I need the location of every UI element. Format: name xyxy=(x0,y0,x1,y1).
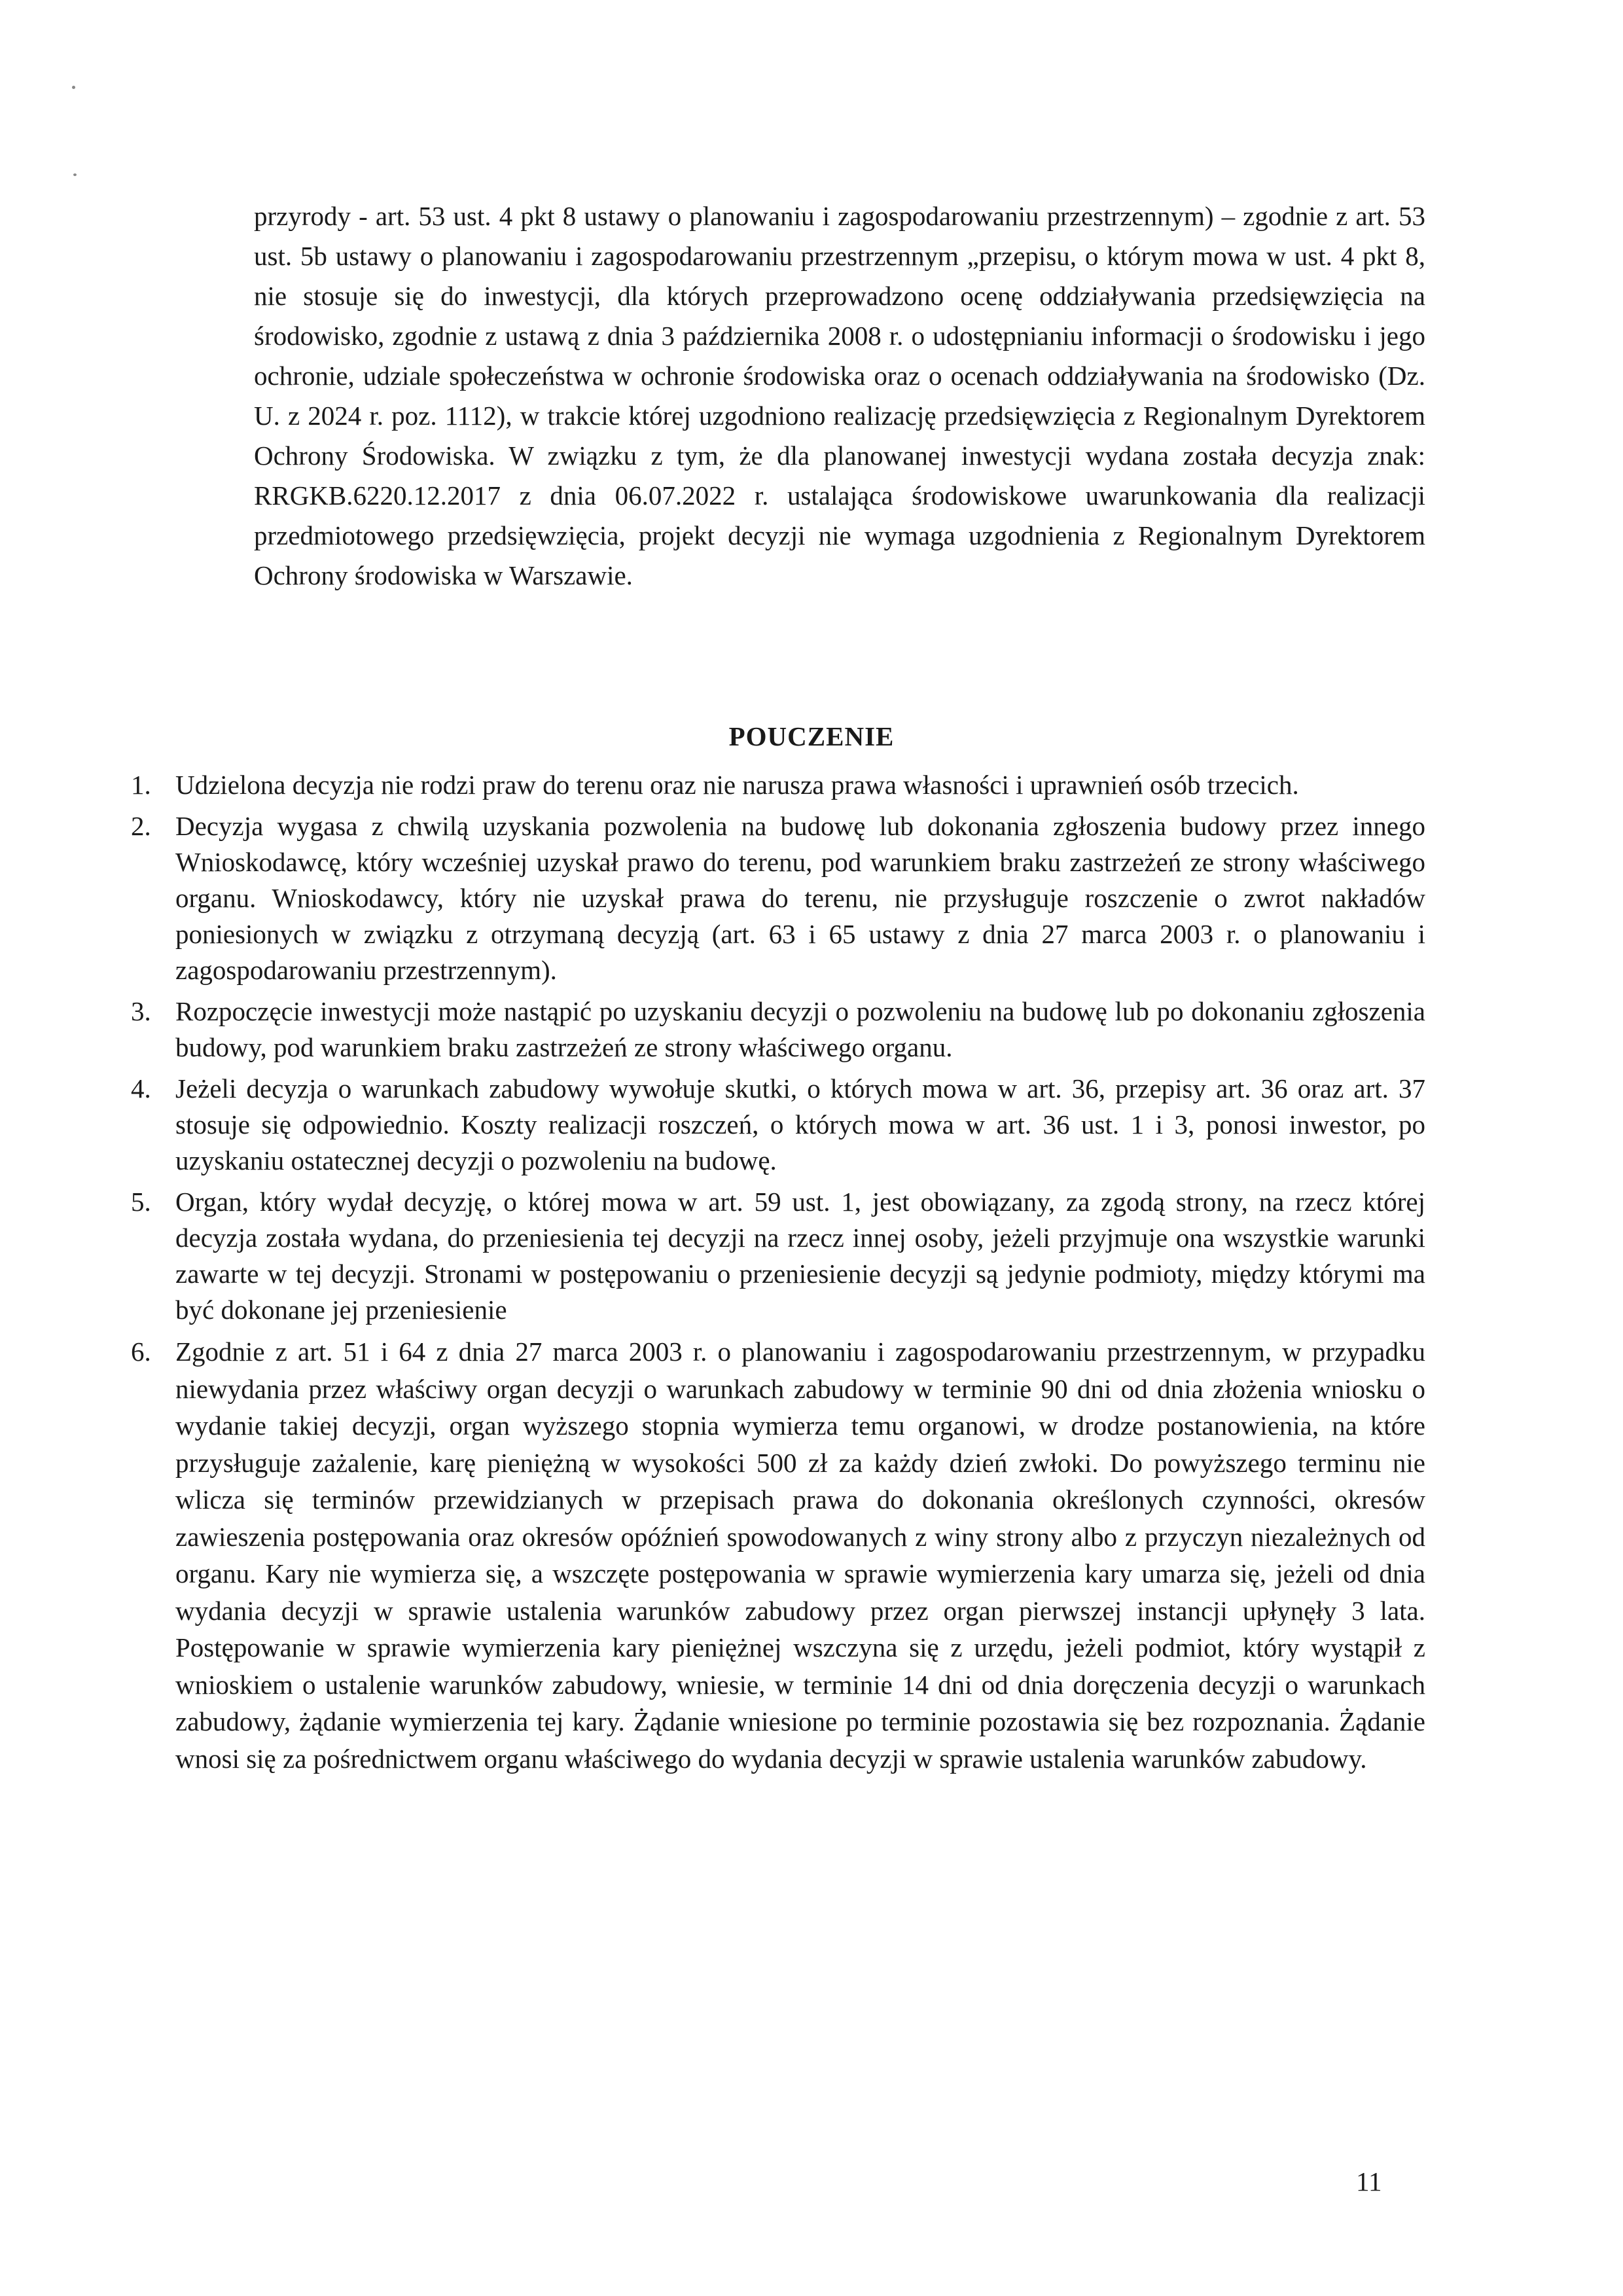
section-heading-pouczenie: POUCZENIE xyxy=(728,721,895,751)
list-item xyxy=(131,808,1425,988)
list-item-number: 6. xyxy=(131,1336,151,1367)
intro-paragraph: przyrody - art. 53 ust. 4 pkt 8 ustawy o planowaniu i zagospodarowaniu przestrzennym) – zgodnie z art. 53 ust. 5b ustawy o planowaniu i zagospodarowaniu przestrzennym „przepisu, o którym mowa w ust. 4 pkt 8, nie stosuje się do inwestycji, dla których przeprowadzono ocenę oddziaływania przedsięwzięcia na środowisko, zgodnie z ustawą z dnia 3 października 2008 r. o udostępnianiu informacji o środowisku i jego ochronie, udziale społeczeństwa w ochronie środowiska oraz o ocenach oddziaływania na środowisko (Dz. U. z 2024 r. poz. 1112), w trakcie której uzgodniono realizację przedsięwzięcia z Regionalnym Dyrektorem Ochrony Środowiska. W związku z tym, że dla planowanej inwestycji wydana została decyzja znak: RRGKB.6220.12.2017 z dnia 06.07.2022 r. ustalająca środowiskowe uwarunkowania dla realizacji przedmiotowego przedsięwzięcia, projekt decyzji nie wymaga uzgodnienia z Regionalnym Dyrektorem Ochrony środowiska w Warszawie. xyxy=(254,201,1425,590)
list-item-text: Udzielona decyzja nie rodzi praw do terenu oraz nie narusza prawa własności i uprawnień osób trzecich. xyxy=(175,770,1299,800)
list-item-number: 3. xyxy=(131,996,151,1026)
notice-list xyxy=(131,767,1425,1782)
list-item-number: 5. xyxy=(131,1187,151,1217)
list-item xyxy=(131,1071,1425,1179)
list-item xyxy=(131,994,1425,1066)
page-number: 11 xyxy=(1356,2166,1382,2197)
list-item xyxy=(131,1333,1425,1777)
list-item-text: Organ, który wydał decyzję, o której mowa w art. 59 ust. 1, jest obowiązany, za zgodą strony, na rzecz której decyzja została wydana, do przeniesienia tej decyzji na rzecz innej osoby, jeżeli przyjmuje ona wszystkie warunki zawarte w tej decyzji. Stronami w postępowaniu o przeniesienie decyzji są jedynie podmioty, między którymi ma być dokonane jej przeniesienie xyxy=(175,1187,1425,1325)
list-item-text: Rozpoczęcie inwestycji może nastąpić po uzyskaniu decyzji o pozwoleniu na budowę lub po dokonaniu zgłoszenia budowy, pod warunkiem braku zastrzeżeń ze strony właściwego organu. xyxy=(175,996,1425,1062)
list-item xyxy=(131,767,1425,803)
list-item-number: 1. xyxy=(131,770,151,800)
list-item-number: 4. xyxy=(131,1073,151,1103)
list-item-number: 2. xyxy=(131,811,151,841)
list-item-text: Zgodnie z art. 51 i 64 z dnia 27 marca 2003 r. o planowaniu i zagospodarowaniu przestrzennym, w przypadku niewydania przez właściwy organ decyzji o warunkach zabudowy w terminie 90 dni od dnia złożenia wniosku o wydanie takiej decyzji, organ wyższego stopnia wymierza temu organowi, w drodze postanowienia, na które przysługuje zażalenie, karę pieniężną w wysokości 500 zł za każdy dzień zwłoki. Do powyższego terminu nie wlicza się terminów przewidzianych w przepisach prawa do dokonania określonych czynności, okresów zawieszenia postępowania oraz okresów opóźnień spowodowanych z winy strony albo z przyczyn niezależnych od organu. Kary nie wymierza się, a wszczęte postępowania w sprawie wymierzenia kary umarza się, jeżeli od dnia wydania decyzji w sprawie ustalenia warunków zabudowy przez organ pierwszej instancji upłynęły 3 lata. Postępowanie w sprawie wymierzenia kary pieniężnej wszczyna się z urzędu, jeżeli podmiot, który wystąpił z wnioskiem o ustalenie warunków zabudowy, wniesie, w terminie 14 dni od dnia doręczenia decyzji o warunkach zabudowy, żądanie wymierzenia tej kary. Żądanie wniesione po terminie pozostawia się bez rozpoznania. Żądanie wnosi się za pośrednictwem organu właściwego do wydania decyzji w sprawie ustalenia warunków zabudowy. xyxy=(175,1336,1425,1774)
list-item-text: Jeżeli decyzja o warunkach zabudowy wywołuje skutki, o których mowa w art. 36, przepisy art. 36 oraz art. 37 stosuje się odpowiednio. Koszty realizacji roszczeń, o których mowa w art. 36 ust. 1 i 3, ponosi inwestor, po uzyskaniu ostatecznej decyzji o pozwoleniu na budowę. xyxy=(175,1073,1425,1175)
scan-speck xyxy=(73,173,77,176)
list-item xyxy=(131,1184,1425,1328)
scan-speck xyxy=(72,86,75,89)
list-item-text: Decyzja wygasa z chwilą uzyskania pozwolenia na budowę lub dokonania zgłoszenia budowy przez innego Wnioskodawcę, który wcześniej uzyskał prawo do terenu, pod warunkiem braku zastrzeżeń ze strony właściwego organu. Wnioskodawcy, który nie uzyskał prawa do terenu, nie przysługuje roszczenie o zwrot nakładów poniesionych w związku z otrzymaną decyzją (art. 63 i 65 ustawy z dnia 27 marca 2003 r. o planowaniu i zagospodarowaniu przestrzennym). xyxy=(175,811,1425,985)
